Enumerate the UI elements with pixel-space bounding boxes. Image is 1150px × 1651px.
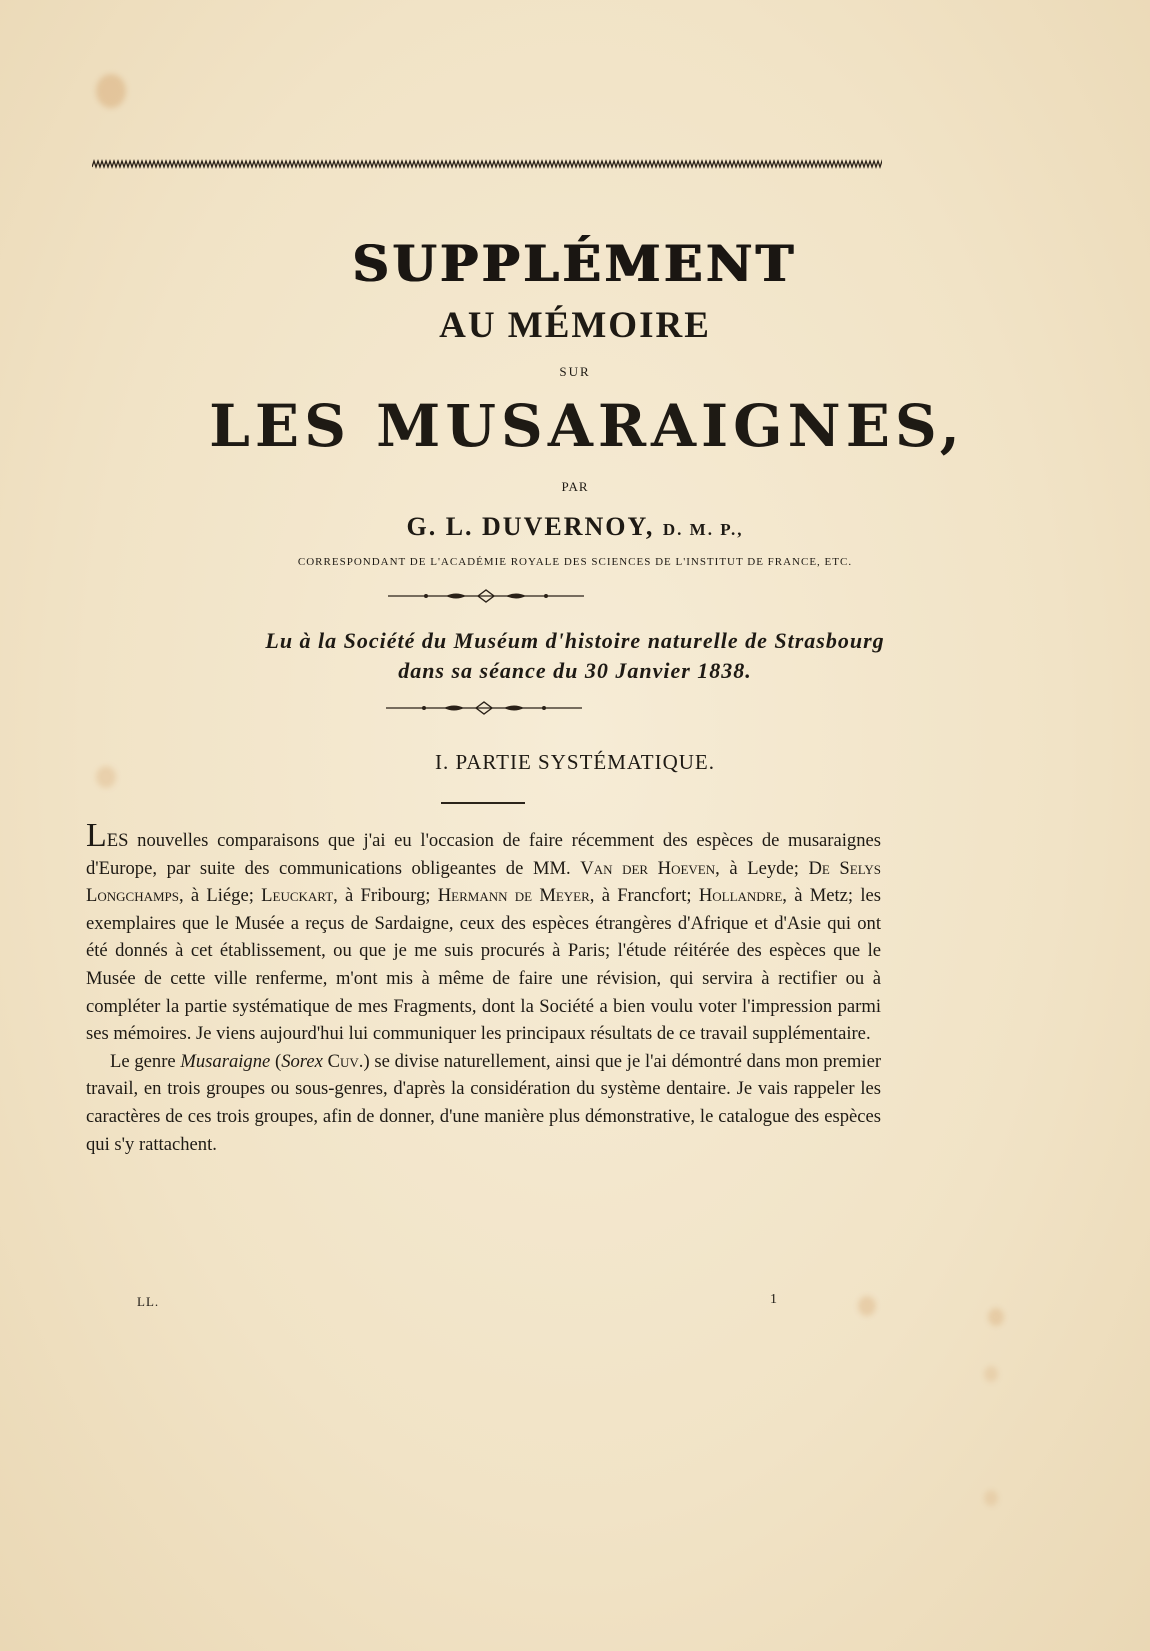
body-text	[86, 817, 882, 1158]
person-name: Van der Hoeven	[580, 857, 716, 879]
subtitle-memoire: AU MÉMOIRE	[439, 305, 711, 346]
foxing-stain	[96, 74, 126, 108]
reading-note-line2: dans sa séance du 30 Janvier 1838.	[398, 658, 752, 683]
drop-cap: L	[86, 817, 107, 854]
word-sur: SUR	[559, 364, 591, 379]
author-name: G. L. DUVERNOY,	[406, 512, 655, 541]
word-par: PAR	[561, 479, 589, 494]
author-line	[0, 512, 1150, 542]
person-name: Hollandre	[698, 885, 783, 907]
ornament-divider-icon	[386, 588, 586, 604]
author-abbrev: Cuv.	[327, 1050, 364, 1072]
person-name: De Selys Longchamps	[86, 857, 881, 907]
title-supplement: SUPPLÉMENT	[352, 234, 798, 293]
foxing-stain	[984, 1366, 998, 1382]
paragraph-2: Le genre Musaraigne (Sorex Cuv.) se divise naturellement, ainsi que je l'ai démontré dans mon premier travail, en trois groupes ou sous-genres, d'après la considération du système dentaire. Je vais rappeler les caractères de ces trois groupes, afin de donner, d'une manière plus démonstrative, le catalogue des espèces qui s'y rattachent.	[86, 1050, 882, 1155]
paragraph-1: LES nouvelles comparaisons que j'ai eu l'occasion de faire récemment des espèces de musaraignes d'Europe, par suite des communications obligeantes de MM. Van der Hoeven, à Leyde; De Selys Longchamps, à Liége; Leuckart, à Fribourg; Hermann de Meyer, à Francfort; Hollandre, à Metz; les exemplaires que le Musée a reçus de Sardaigne, ceux des espèces étrangères d'Afrique et d'Asie qui ont été donnés à cet établissement, ou que je me suis procurés à Paris; l'étude réitérée des espèces que le Musée de cette ville renferme, m'ont mis à même de faire une révision, qui servira à rectifier ou à compléter la partie systématique de mes Fragments, dont la Société a bien voulu voter l'impression parmi ses mémoires. Je viens aujourd'hui lui communiquer les principaux résultats de ce travail supplémentaire.	[86, 817, 881, 1045]
page-number: 1	[770, 1292, 777, 1307]
author-affiliation: CORRESPONDANT DE L'ACADÉMIE ROYALE DES SCIENCES DE L'INSTITUT DE FRANCE, ETC.	[297, 556, 853, 568]
genus-latin: Sorex	[281, 1050, 323, 1072]
person-name: Hermann de Meyer	[437, 885, 590, 907]
person-name: Leuckart	[261, 885, 334, 907]
section-heading: I. PARTIE SYSTÉMATIQUE.	[435, 750, 715, 774]
reading-note-line1: Lu à la Société du Muséum d'histoire naturelle de Strasbourg	[265, 628, 885, 653]
author-degree: D. M. P.,	[662, 520, 744, 539]
decorative-border	[92, 158, 882, 170]
section-rule	[441, 802, 525, 804]
foxing-stain	[984, 1490, 998, 1506]
main-title: LES MUSARAIGNES,	[209, 392, 965, 460]
foxing-stain	[858, 1296, 876, 1316]
foxing-stain	[988, 1308, 1004, 1326]
ornament-divider-icon	[384, 700, 584, 716]
genus-name: Musaraigne	[180, 1050, 271, 1072]
signature-mark: LL.	[137, 1294, 160, 1309]
